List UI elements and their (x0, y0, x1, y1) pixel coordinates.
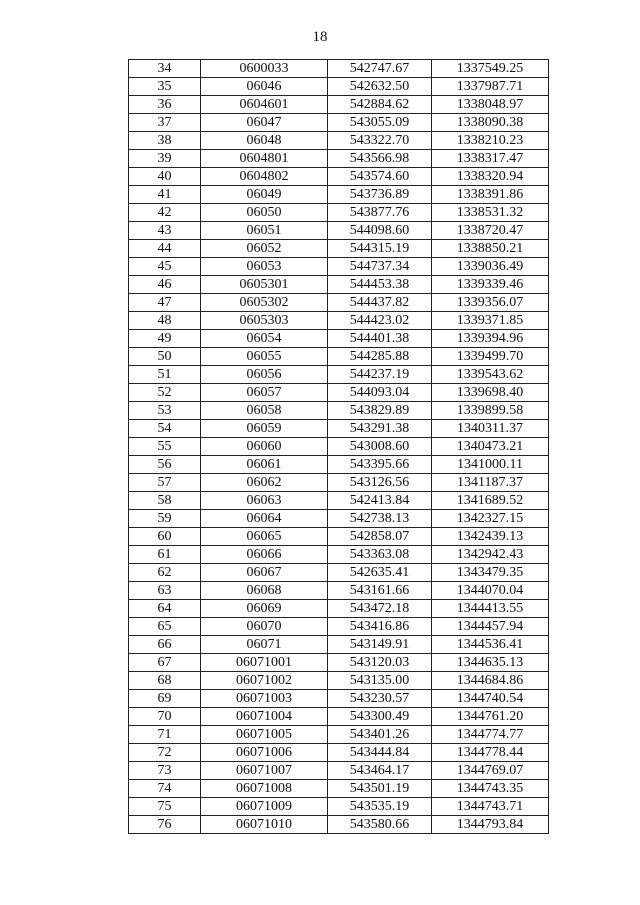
point-id-cell: 06069 (201, 600, 328, 618)
point-id-cell: 06071002 (201, 672, 328, 690)
y-coordinate-cell: 1344793.84 (432, 816, 549, 834)
point-id-cell: 06068 (201, 582, 328, 600)
row-number-cell: 75 (129, 798, 201, 816)
x-coordinate-cell: 543416.86 (328, 618, 432, 636)
y-coordinate-cell: 1344070.04 (432, 582, 549, 600)
row-number-cell: 39 (129, 150, 201, 168)
table-row (129, 114, 549, 132)
y-coordinate-cell: 1344740.54 (432, 690, 549, 708)
table-row (129, 420, 549, 438)
x-coordinate-cell: 543472.18 (328, 600, 432, 618)
table-row (129, 348, 549, 366)
row-number-cell: 36 (129, 96, 201, 114)
y-coordinate-cell: 1337549.25 (432, 60, 549, 78)
point-id-cell: 0605302 (201, 294, 328, 312)
table-row (129, 168, 549, 186)
row-number-cell: 70 (129, 708, 201, 726)
point-id-cell: 06050 (201, 204, 328, 222)
y-coordinate-cell: 1338320.94 (432, 168, 549, 186)
x-coordinate-cell: 543363.08 (328, 546, 432, 564)
row-number-cell: 59 (129, 510, 201, 528)
table-row (129, 672, 549, 690)
point-id-cell: 06064 (201, 510, 328, 528)
x-coordinate-cell: 543574.60 (328, 168, 432, 186)
row-number-cell: 57 (129, 474, 201, 492)
row-number-cell: 52 (129, 384, 201, 402)
x-coordinate-cell: 544093.04 (328, 384, 432, 402)
point-id-cell: 06071004 (201, 708, 328, 726)
table-row (129, 510, 549, 528)
y-coordinate-cell: 1339371.85 (432, 312, 549, 330)
x-coordinate-cell: 543135.00 (328, 672, 432, 690)
point-id-cell: 06071010 (201, 816, 328, 834)
y-coordinate-cell: 1344769.07 (432, 762, 549, 780)
y-coordinate-cell: 1339339.46 (432, 276, 549, 294)
row-number-cell: 50 (129, 348, 201, 366)
row-number-cell: 60 (129, 528, 201, 546)
table-row (129, 726, 549, 744)
x-coordinate-cell: 543230.57 (328, 690, 432, 708)
y-coordinate-cell: 1339356.07 (432, 294, 549, 312)
point-id-cell: 06057 (201, 384, 328, 402)
row-number-cell: 43 (129, 222, 201, 240)
point-id-cell: 06051 (201, 222, 328, 240)
point-id-cell: 06071007 (201, 762, 328, 780)
point-id-cell: 0604601 (201, 96, 328, 114)
x-coordinate-cell: 544437.82 (328, 294, 432, 312)
point-id-cell: 06071006 (201, 744, 328, 762)
point-id-cell: 0604802 (201, 168, 328, 186)
page-number: 18 (312, 29, 328, 45)
x-coordinate-cell: 542884.62 (328, 96, 432, 114)
table-row (129, 204, 549, 222)
point-id-cell: 06053 (201, 258, 328, 276)
table-row (129, 402, 549, 420)
row-number-cell: 45 (129, 258, 201, 276)
table-row (129, 222, 549, 240)
table-row (129, 366, 549, 384)
y-coordinate-cell: 1343479.35 (432, 564, 549, 582)
row-number-cell: 42 (129, 204, 201, 222)
y-coordinate-cell: 1339543.62 (432, 366, 549, 384)
table-row (129, 816, 549, 834)
table-row (129, 600, 549, 618)
y-coordinate-cell: 1344743.71 (432, 798, 549, 816)
row-number-cell: 51 (129, 366, 201, 384)
row-number-cell: 34 (129, 60, 201, 78)
x-coordinate-cell: 544098.60 (328, 222, 432, 240)
y-coordinate-cell: 1338720.47 (432, 222, 549, 240)
row-number-cell: 65 (129, 618, 201, 636)
row-number-cell: 64 (129, 600, 201, 618)
x-coordinate-cell: 543444.84 (328, 744, 432, 762)
table-row (129, 276, 549, 294)
point-id-cell: 06048 (201, 132, 328, 150)
row-number-cell: 67 (129, 654, 201, 672)
y-coordinate-cell: 1338090.38 (432, 114, 549, 132)
table-row (129, 150, 549, 168)
y-coordinate-cell: 1344684.86 (432, 672, 549, 690)
x-coordinate-cell: 544453.38 (328, 276, 432, 294)
table-row (129, 654, 549, 672)
table-row (129, 708, 549, 726)
y-coordinate-cell: 1342327.15 (432, 510, 549, 528)
point-id-cell: 06058 (201, 402, 328, 420)
row-number-cell: 47 (129, 294, 201, 312)
row-number-cell: 66 (129, 636, 201, 654)
row-number-cell: 69 (129, 690, 201, 708)
table-row (129, 132, 549, 150)
row-number-cell: 53 (129, 402, 201, 420)
row-number-cell: 72 (129, 744, 201, 762)
point-id-cell: 06056 (201, 366, 328, 384)
point-id-cell: 06049 (201, 186, 328, 204)
x-coordinate-cell: 543149.91 (328, 636, 432, 654)
x-coordinate-cell: 543535.19 (328, 798, 432, 816)
table-row (129, 258, 549, 276)
point-id-cell: 06055 (201, 348, 328, 366)
x-coordinate-cell: 543829.89 (328, 402, 432, 420)
y-coordinate-cell: 1342439.13 (432, 528, 549, 546)
table-row (129, 546, 549, 564)
point-id-cell: 06060 (201, 438, 328, 456)
x-coordinate-cell: 543401.26 (328, 726, 432, 744)
y-coordinate-cell: 1338048.97 (432, 96, 549, 114)
row-number-cell: 61 (129, 546, 201, 564)
point-id-cell: 06071005 (201, 726, 328, 744)
x-coordinate-cell: 543877.76 (328, 204, 432, 222)
x-coordinate-cell: 544237.19 (328, 366, 432, 384)
row-number-cell: 35 (129, 78, 201, 96)
y-coordinate-cell: 1339899.58 (432, 402, 549, 420)
table-row (129, 474, 549, 492)
point-id-cell: 06063 (201, 492, 328, 510)
point-id-cell: 06046 (201, 78, 328, 96)
point-id-cell: 0605303 (201, 312, 328, 330)
row-number-cell: 56 (129, 456, 201, 474)
point-id-cell: 06071003 (201, 690, 328, 708)
x-coordinate-cell: 543300.49 (328, 708, 432, 726)
y-coordinate-cell: 1340311.37 (432, 420, 549, 438)
y-coordinate-cell: 1338531.32 (432, 204, 549, 222)
point-id-cell: 0604801 (201, 150, 328, 168)
x-coordinate-cell: 542738.13 (328, 510, 432, 528)
y-coordinate-cell: 1339499.70 (432, 348, 549, 366)
row-number-cell: 46 (129, 276, 201, 294)
x-coordinate-cell: 543501.19 (328, 780, 432, 798)
x-coordinate-cell: 542632.50 (328, 78, 432, 96)
y-coordinate-cell: 1344413.55 (432, 600, 549, 618)
row-number-cell: 76 (129, 816, 201, 834)
x-coordinate-cell: 543736.89 (328, 186, 432, 204)
row-number-cell: 68 (129, 672, 201, 690)
y-coordinate-cell: 1338317.47 (432, 150, 549, 168)
table-row (129, 60, 549, 78)
table-row (129, 528, 549, 546)
x-coordinate-cell: 544401.38 (328, 330, 432, 348)
x-coordinate-cell: 543580.66 (328, 816, 432, 834)
point-id-cell: 06071009 (201, 798, 328, 816)
coordinates-table (128, 59, 549, 834)
table-row (129, 618, 549, 636)
table-row (129, 240, 549, 258)
x-coordinate-cell: 543055.09 (328, 114, 432, 132)
x-coordinate-cell: 543291.38 (328, 420, 432, 438)
row-number-cell: 73 (129, 762, 201, 780)
point-id-cell: 06071 (201, 636, 328, 654)
table-row (129, 312, 549, 330)
table-row (129, 582, 549, 600)
point-id-cell: 06070 (201, 618, 328, 636)
y-coordinate-cell: 1342942.43 (432, 546, 549, 564)
table-row (129, 456, 549, 474)
y-coordinate-cell: 1341187.37 (432, 474, 549, 492)
table-row (129, 636, 549, 654)
y-coordinate-cell: 1344635.13 (432, 654, 549, 672)
table-row (129, 798, 549, 816)
point-id-cell: 06071001 (201, 654, 328, 672)
row-number-cell: 37 (129, 114, 201, 132)
x-coordinate-cell: 543008.60 (328, 438, 432, 456)
row-number-cell: 41 (129, 186, 201, 204)
point-id-cell: 06066 (201, 546, 328, 564)
point-id-cell: 06065 (201, 528, 328, 546)
table-row (129, 384, 549, 402)
x-coordinate-cell: 542747.67 (328, 60, 432, 78)
y-coordinate-cell: 1337987.71 (432, 78, 549, 96)
y-coordinate-cell: 1344536.41 (432, 636, 549, 654)
table-row (129, 96, 549, 114)
point-id-cell: 06047 (201, 114, 328, 132)
table-row (129, 438, 549, 456)
x-coordinate-cell: 542413.84 (328, 492, 432, 510)
y-coordinate-cell: 1340473.21 (432, 438, 549, 456)
row-number-cell: 44 (129, 240, 201, 258)
point-id-cell: 06059 (201, 420, 328, 438)
row-number-cell: 49 (129, 330, 201, 348)
row-number-cell: 71 (129, 726, 201, 744)
y-coordinate-cell: 1339394.96 (432, 330, 549, 348)
x-coordinate-cell: 544285.88 (328, 348, 432, 366)
x-coordinate-cell: 543464.17 (328, 762, 432, 780)
point-id-cell: 0600033 (201, 60, 328, 78)
y-coordinate-cell: 1341000.11 (432, 456, 549, 474)
x-coordinate-cell: 542635.41 (328, 564, 432, 582)
y-coordinate-cell: 1344457.94 (432, 618, 549, 636)
x-coordinate-cell: 544315.19 (328, 240, 432, 258)
x-coordinate-cell: 543161.66 (328, 582, 432, 600)
x-coordinate-cell: 543120.03 (328, 654, 432, 672)
coordinates-table-body (129, 60, 549, 834)
row-number-cell: 40 (129, 168, 201, 186)
point-id-cell: 06052 (201, 240, 328, 258)
y-coordinate-cell: 1338391.86 (432, 186, 549, 204)
x-coordinate-cell: 543395.66 (328, 456, 432, 474)
y-coordinate-cell: 1338850.21 (432, 240, 549, 258)
y-coordinate-cell: 1339036.49 (432, 258, 549, 276)
row-number-cell: 63 (129, 582, 201, 600)
y-coordinate-cell: 1338210.23 (432, 132, 549, 150)
y-coordinate-cell: 1344743.35 (432, 780, 549, 798)
row-number-cell: 38 (129, 132, 201, 150)
y-coordinate-cell: 1344761.20 (432, 708, 549, 726)
table-row (129, 690, 549, 708)
row-number-cell: 48 (129, 312, 201, 330)
table-row (129, 762, 549, 780)
point-id-cell: 06071008 (201, 780, 328, 798)
point-id-cell: 0605301 (201, 276, 328, 294)
row-number-cell: 58 (129, 492, 201, 510)
row-number-cell: 74 (129, 780, 201, 798)
row-number-cell: 54 (129, 420, 201, 438)
table-row (129, 294, 549, 312)
table-row (129, 780, 549, 798)
point-id-cell: 06062 (201, 474, 328, 492)
table-row (129, 744, 549, 762)
x-coordinate-cell: 543566.98 (328, 150, 432, 168)
point-id-cell: 06054 (201, 330, 328, 348)
x-coordinate-cell: 543322.70 (328, 132, 432, 150)
row-number-cell: 62 (129, 564, 201, 582)
x-coordinate-cell: 543126.56 (328, 474, 432, 492)
table-row (129, 492, 549, 510)
x-coordinate-cell: 542858.07 (328, 528, 432, 546)
row-number-cell: 55 (129, 438, 201, 456)
table-row (129, 78, 549, 96)
table-row (129, 330, 549, 348)
x-coordinate-cell: 544423.02 (328, 312, 432, 330)
y-coordinate-cell: 1344774.77 (432, 726, 549, 744)
table-row (129, 186, 549, 204)
point-id-cell: 06067 (201, 564, 328, 582)
point-id-cell: 06061 (201, 456, 328, 474)
y-coordinate-cell: 1341689.52 (432, 492, 549, 510)
y-coordinate-cell: 1344778.44 (432, 744, 549, 762)
table-row (129, 564, 549, 582)
x-coordinate-cell: 544737.34 (328, 258, 432, 276)
y-coordinate-cell: 1339698.40 (432, 384, 549, 402)
